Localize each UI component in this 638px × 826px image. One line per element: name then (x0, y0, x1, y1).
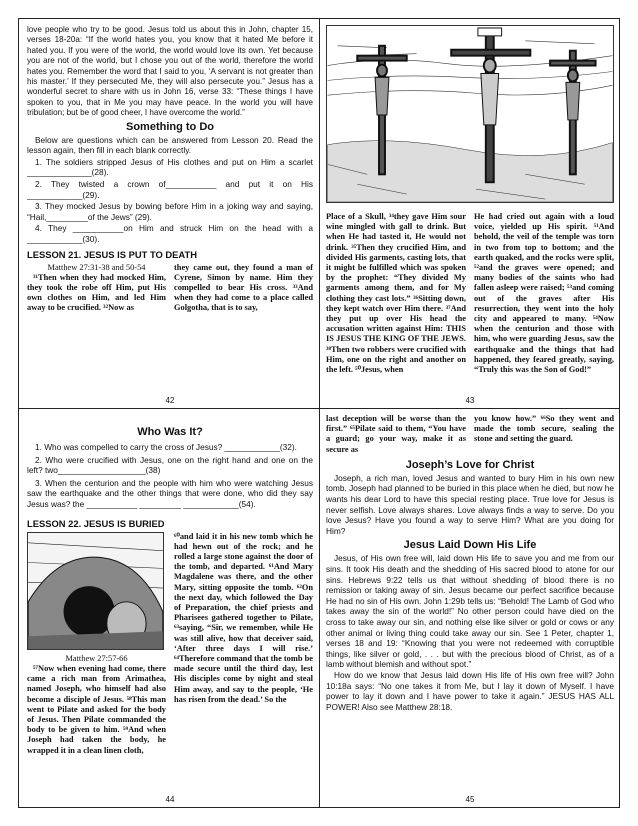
scripture-column-left (27, 263, 166, 314)
page-44 (27, 414, 313, 804)
scripture-text-right: they came out, they found a man of Cyrene, Simon by name. Him they compelled to bear His cross. ³³And when they had come to a place called Golgotha, that is to say, (174, 262, 313, 313)
instructions: Below are questions which can be answered from Lesson 20. Read the lesson again, then fill in each blank correctly. (27, 134, 313, 156)
scripture-text-left: last deception will be worse than the first.” ⁶⁵Pilate said to them, “You have a guard; go your way, make it as secure as (326, 414, 466, 454)
page-number: 43 (465, 396, 475, 405)
section-heading-laid-down-life: Jesus Laid Down His Life (403, 539, 537, 552)
free-will-paragraph: How do we know that Jesus laid down His life of His own free will? John 10:18a says: “No one takes it from Me, but I lay it down of Myself. I have power to lay it down and I have power to take it again.” JESUS HAS ALL POWER! Also see Matthew 28:18. (326, 669, 614, 712)
question-2: 2. They twisted a crown of___________ and put it on His ____________(29). (27, 179, 313, 200)
question-1: 1. The soldiers stripped Jesus of His clothes and put on Him a scarlet ______________(28). (27, 156, 313, 178)
page-number: 42 (165, 396, 175, 405)
scripture-columns (27, 263, 313, 314)
scripture-reference: Matthew 27:31-38 and 50-54 (47, 262, 146, 272)
josephs-love-paragraph: Joseph, a rich man, loved Jesus and wanted to bury Him in his own new tomb. Joseph had planned to be buried in this place when he died, but now he wants his dear Lord to have this special resting place. True love for Jesus is never selfish. Love always shares. Love always finds a way to serve. Do you love Jesus? Have you found a way to serve Him? What are you doing for Him? (326, 472, 614, 536)
question-3: 3. They mocked Jesus by bowing before Him in a joking way and saying, “Hail,_________of the Jews” (29). (27, 201, 313, 222)
scripture-text-right: ⁶⁰and laid it in his new tomb which he had hewn out of the rock; and he rolled a large stone against the door of the tomb, and departed. ⁶¹And Mary Magdalene was there, and the other Mary, sitting opposite the tomb. ⁶²On the next day, which followed the Day of Preparation, the chief priests and Pharisees gathered together to Pilate, ⁶³saying, “Sir, we remember, while He was still alive, how that deceiver said, ‘After three days I will rise.’ ⁶⁴Therefore command that the tomb be made secure until the third day, lest His disciples come by night and steal Him away, and say to the people, ‘He has risen from the dead.’ So the (174, 531, 313, 704)
scripture-text-left: ³¹Then when they had mocked Him, they took the robe off Him, put His own clothes on Him, and led Him away to be crucified. ³²Now as (27, 272, 166, 313)
page-43 (326, 25, 614, 405)
page-divider-horizontal (19, 408, 619, 409)
page-number: 45 (465, 795, 475, 804)
page-number: 44 (165, 795, 175, 804)
lesson-title: LESSON 22. JESUS IS BURIED (27, 517, 165, 529)
booklet-spread (18, 18, 620, 808)
scripture-text-right: you know how.” ⁶⁶So they went and made the tomb secure, sealing the stone and setting the guard. (474, 414, 614, 444)
scripture-text-left: ⁵⁷Now when evening had come, there came a rich man from Arimathea, named Joseph, who himself had also become a disciple of Jesus. ⁵⁸This man went to Pilate and asked for the body of Jesus. Then Pilate commanded the body to be given to him. ⁵⁹And when Joseph had taken the body, he wrapped it in a clean linen cloth, (27, 663, 166, 755)
lesson-title: LESSON 21. JESUS IS PUT TO DEATH (27, 248, 198, 260)
page-45 (326, 414, 614, 804)
scripture-columns (27, 532, 313, 756)
crucifixion-illustration (326, 25, 614, 203)
question-1: 1. Who was compelled to carry the cross of Jesus? ____________(32). (35, 442, 297, 452)
question-2: 2. Who were crucified with Jesus, one on the right hand and one on the left? two___________________(38) (27, 454, 313, 476)
section-heading-something-to-do: Something to Do (126, 120, 214, 133)
laid-down-life-paragraph: Jesus, of His own free will, laid down His life to save you and me from our sins. It took His death and the shedding of His sacred blood to atone for our sins. Hebrews 9:22 tells us that without shedding of blood there is no remission or taking away of sin. Jesus became our perfect sacrifice because He had no sin of His own. John 1:29b tells us: “Behold! The Lamb of God who takes away the sin of the world!” No other person could have died on the cross to take away our sin, and nothing else like silver or gold or cows or any other animal or living thing could take away our sin. See 1 Peter, chapter 1, verses 18 and 19: “Knowing that you were not redeemed with corruptible things, like silver or gold, . . . but with the precious blood of Christ, as of a lamb without blemish and without spot.” (326, 553, 614, 670)
page-divider-vertical (319, 19, 320, 807)
page-42 (27, 25, 313, 405)
scripture-text-left: Place of a Skull, ³⁴they gave Him sour wine mingled with gall to drink. But when He had tasted it, He would not drink. ³⁵Then they crucified Him, and divided His garments, casting lots, that it might be fulfilled which was spoken by the prophet: “They divided My garments among them, and for My clothing they cast lots.” ³⁶Sitting down, they kept watch over Him there. ³⁷And they put up over His head the accusation written against Him: THIS IS JESUS THE KING OF THE JEWS. ³⁸Then two robbers were crucified with Him, one on the right and another on the left. ⁵⁰Jesus, when (326, 212, 466, 375)
section-heading-who-was-it: Who Was It? (137, 426, 203, 438)
scripture-text-right: He had cried out again with a loud voice, yielded up His spirit. ⁵¹And behold, the veil of the temple was torn in two from top to bottom; and the earth quaked, and the rocks were split, ⁵²and the graves were opened; and many bodies of the saints who had fallen asleep were raised; ⁵³and coming out of the graves after His resurrection, they went into the holy city and appeared to many. ⁵⁴Now when the centurion and those with him, who were guarding Jesus, saw the earthquake and the things that had happened, they feared greatly, saying, “Truly this was the Son of God!” (474, 212, 614, 375)
section-heading-josephs-love: Joseph’s Love for Christ (405, 458, 535, 471)
question-4: 4. They ___________on Him and struck Him on the head with a ____________(30). (27, 223, 313, 244)
scripture-columns (326, 212, 614, 375)
scripture-reference: Matthew 27:57-66 (65, 653, 128, 663)
tomb-illustration (27, 532, 164, 650)
question-3: 3. When the centurion and the people with him who were watching Jesus saw the earthquake and the other things that were done, who did they say Jesus was? the ___________ _________ ____________(54). (27, 477, 313, 509)
intro-paragraph: love people who try to be good. Jesus told us about this in John, chapter 15, verses 18-20a: “If the world hates you, you know that it hated Me before it hated you. If you were of the world, the world would love its own. Yet because you are not of the world, but I chose you out of the world, therefore the world hates you. Remember the word that I said to you, ‘A servant is not greater than his master.’ If they persecuted Me, they will also persecute you.” Jesus has a wonderful secret to share with us in John 16, verse 33: “These things I have spoken to you, that in Me you may have peace. In the world you will have tribulation; but be of good cheer, I have overcome the world.” (27, 25, 313, 118)
scripture-columns (326, 414, 614, 455)
scripture-column-left (27, 532, 166, 756)
